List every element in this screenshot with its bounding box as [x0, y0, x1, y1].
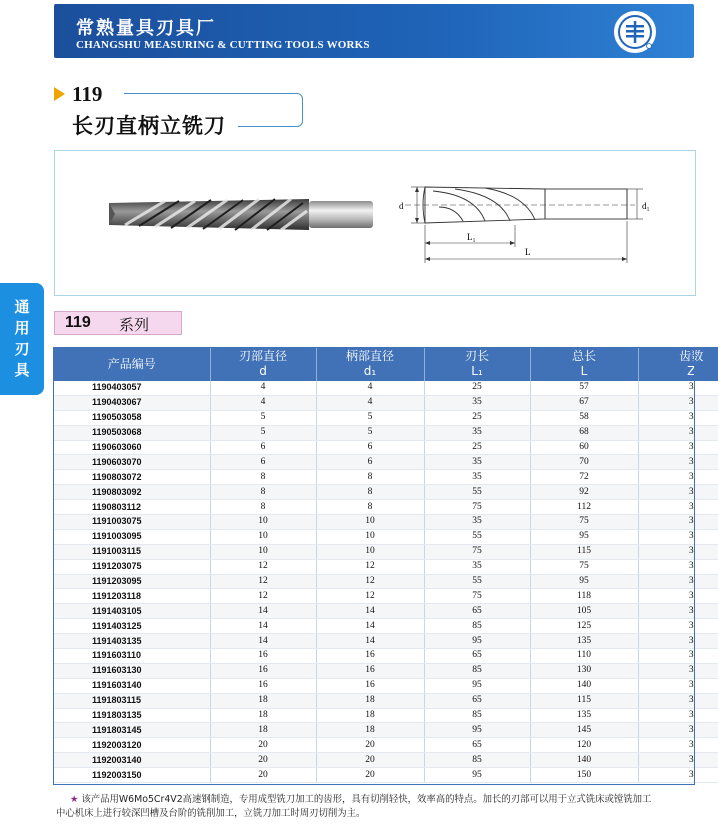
- table-cell: 1191203118: [54, 589, 210, 604]
- table-cell: 72: [530, 470, 638, 485]
- table-cell: 115: [530, 693, 638, 708]
- title-arrow-icon: [54, 87, 65, 101]
- table-cell: 1190603060: [54, 440, 210, 455]
- table-cell: 3: [638, 589, 718, 604]
- table-cell: 75: [424, 500, 530, 515]
- company-name-en: CHANGSHU MEASURING & CUTTING TOOLS WORKS: [76, 39, 370, 51]
- table-cell: 1190403057: [54, 381, 210, 395]
- product-code: 119: [72, 82, 103, 106]
- table-cell: 140: [530, 753, 638, 768]
- table-cell: 85: [424, 663, 530, 678]
- table-header-row: [54, 347, 718, 381]
- table-cell: 20: [210, 753, 316, 768]
- table-cell: 6: [210, 455, 316, 470]
- table-cell: 3: [638, 381, 718, 395]
- table-cell: 25: [424, 381, 530, 395]
- table-cell: 12: [316, 559, 424, 574]
- table-row: [54, 529, 718, 544]
- col-header-L: 总长 L: [530, 347, 638, 381]
- spec-table: [54, 347, 718, 783]
- table-cell: 35: [424, 395, 530, 410]
- footnote: [56, 793, 698, 821]
- product-illustration: [54, 150, 696, 296]
- table-row: [54, 440, 718, 455]
- table-cell: 8: [316, 470, 424, 485]
- table-cell: 8: [316, 500, 424, 515]
- table-cell: 58: [530, 410, 638, 425]
- table-cell: 1191403135: [54, 634, 210, 649]
- table-cell: 3: [638, 768, 718, 783]
- table-cell: 95: [424, 678, 530, 693]
- table-cell: 95: [530, 529, 638, 544]
- table-cell: 10: [316, 515, 424, 530]
- table-cell: 5: [210, 425, 316, 440]
- table-cell: 55: [424, 529, 530, 544]
- table-cell: 35: [424, 455, 530, 470]
- table-cell: 3: [638, 500, 718, 515]
- table-cell: 8: [316, 485, 424, 500]
- table-cell: 1192003150: [54, 768, 210, 783]
- table-cell: 3: [638, 708, 718, 723]
- end-mill-photo: [109, 199, 373, 230]
- table-row: [54, 455, 718, 470]
- table-cell: 118: [530, 589, 638, 604]
- col-header-d: 刃部直径 d: [210, 347, 316, 381]
- table-row: [54, 500, 718, 515]
- table-cell: 1190803072: [54, 470, 210, 485]
- table-cell: 1190403067: [54, 395, 210, 410]
- table-cell: 6: [316, 455, 424, 470]
- table-cell: 3: [638, 395, 718, 410]
- table-cell: 14: [316, 619, 424, 634]
- table-cell: 3: [638, 604, 718, 619]
- table-cell: 25: [424, 410, 530, 425]
- side-tab-char: 通: [14, 298, 30, 316]
- table-cell: 55: [424, 574, 530, 589]
- table-cell: 135: [530, 634, 638, 649]
- table-cell: 3: [638, 485, 718, 500]
- table-row: [54, 723, 718, 738]
- table-cell: 75: [424, 544, 530, 559]
- table-cell: 1191003115: [54, 544, 210, 559]
- table-cell: 16: [210, 649, 316, 664]
- header-banner: [54, 4, 694, 58]
- table-body: [54, 381, 718, 783]
- table-cell: 92: [530, 485, 638, 500]
- table-cell: 95: [424, 768, 530, 783]
- table-cell: 85: [424, 753, 530, 768]
- table-cell: 1191203095: [54, 574, 210, 589]
- table-cell: 16: [316, 649, 424, 664]
- table-cell: 3: [638, 663, 718, 678]
- table-row: [54, 425, 718, 440]
- series-label: [54, 311, 182, 335]
- table-cell: 95: [530, 574, 638, 589]
- table-cell: 3: [638, 425, 718, 440]
- table-row: [54, 663, 718, 678]
- table-row: [54, 470, 718, 485]
- col-header-L1: 刃长 L₁: [424, 347, 530, 381]
- table-row: [54, 395, 718, 410]
- table-cell: 65: [424, 604, 530, 619]
- table-cell: 25: [424, 440, 530, 455]
- table-row: [54, 649, 718, 664]
- table-cell: 35: [424, 425, 530, 440]
- table-cell: 95: [424, 634, 530, 649]
- table-cell: 1192003120: [54, 738, 210, 753]
- table-cell: 12: [210, 574, 316, 589]
- table-cell: 65: [424, 649, 530, 664]
- table-cell: 140: [530, 678, 638, 693]
- table-cell: 20: [210, 768, 316, 783]
- table-cell: 3: [638, 649, 718, 664]
- col-header-code: 产品编号: [54, 347, 210, 381]
- table-row: [54, 693, 718, 708]
- table-cell: 85: [424, 619, 530, 634]
- table-cell: 125: [530, 619, 638, 634]
- table-row: [54, 619, 718, 634]
- table-cell: 75: [530, 559, 638, 574]
- table-cell: 3: [638, 678, 718, 693]
- table-cell: 18: [210, 723, 316, 738]
- table-cell: 12: [210, 589, 316, 604]
- table-cell: 1191403125: [54, 619, 210, 634]
- table-cell: 3: [638, 723, 718, 738]
- table-cell: 5: [210, 410, 316, 425]
- table-cell: 1191203075: [54, 559, 210, 574]
- table-cell: 110: [530, 649, 638, 664]
- company-logo-icon: [614, 11, 656, 53]
- table-cell: 4: [316, 395, 424, 410]
- table-cell: 120: [530, 738, 638, 753]
- table-row: [54, 678, 718, 693]
- table-cell: 18: [316, 708, 424, 723]
- table-cell: 10: [210, 544, 316, 559]
- table-cell: 85: [424, 708, 530, 723]
- table-row: [54, 559, 718, 574]
- table-cell: 115: [530, 544, 638, 559]
- technical-drawing: [405, 187, 643, 263]
- table-cell: 1190503068: [54, 425, 210, 440]
- table-cell: 1191803145: [54, 723, 210, 738]
- table-row: [54, 604, 718, 619]
- table-cell: 20: [316, 738, 424, 753]
- product-name: 长刃直柄立铣刀: [72, 114, 226, 138]
- table-cell: 68: [530, 425, 638, 440]
- table-cell: 1191603130: [54, 663, 210, 678]
- table-cell: 10: [210, 515, 316, 530]
- table-cell: 12: [316, 589, 424, 604]
- table-cell: 1192003140: [54, 753, 210, 768]
- dim-label-d: d: [399, 201, 404, 211]
- table-cell: 1191603140: [54, 678, 210, 693]
- table-row: [54, 753, 718, 768]
- table-cell: 5: [316, 425, 424, 440]
- table-cell: 3: [638, 574, 718, 589]
- table-cell: 20: [316, 768, 424, 783]
- table-row: [54, 708, 718, 723]
- end-mill-drawing: [55, 151, 695, 295]
- table-cell: 3: [638, 515, 718, 530]
- table-cell: 145: [530, 723, 638, 738]
- table-cell: 75: [424, 589, 530, 604]
- category-side-tab: [0, 283, 44, 395]
- table-row: [54, 485, 718, 500]
- table-cell: 3: [638, 440, 718, 455]
- table-cell: 150: [530, 768, 638, 783]
- table-cell: 8: [210, 470, 316, 485]
- table-cell: 4: [210, 395, 316, 410]
- table-cell: 3: [638, 410, 718, 425]
- table-cell: 130: [530, 663, 638, 678]
- table-cell: 57: [530, 381, 638, 395]
- side-tab-char: 具: [14, 361, 30, 379]
- table-cell: 3: [638, 544, 718, 559]
- table-cell: 1190503058: [54, 410, 210, 425]
- table-cell: 60: [530, 440, 638, 455]
- table-cell: 3: [638, 753, 718, 768]
- table-cell: 8: [210, 485, 316, 500]
- table-cell: 4: [316, 381, 424, 395]
- table-cell: 75: [530, 515, 638, 530]
- series-text: 系列: [119, 316, 150, 334]
- table-cell: 70: [530, 455, 638, 470]
- table-cell: 16: [210, 678, 316, 693]
- table-cell: 14: [210, 619, 316, 634]
- table-cell: 105: [530, 604, 638, 619]
- col-header-d1: 柄部直径 d₁: [316, 347, 424, 381]
- table-cell: 3: [638, 738, 718, 753]
- table-cell: 14: [210, 634, 316, 649]
- table-cell: 5: [316, 410, 424, 425]
- table-row: [54, 589, 718, 604]
- dim-label-L: L: [525, 247, 531, 257]
- table-cell: 3: [638, 559, 718, 574]
- table-cell: 4: [210, 381, 316, 395]
- table-cell: 3: [638, 619, 718, 634]
- table-cell: 1191803135: [54, 708, 210, 723]
- table-cell: 20: [316, 753, 424, 768]
- footnote-line2: 中心机床上进行较深凹槽及台阶的铣削加工，立铣刀加工时周刃切削为主。: [56, 808, 366, 819]
- table-row: [54, 381, 718, 395]
- star-icon: ★: [70, 794, 79, 805]
- table-cell: 6: [316, 440, 424, 455]
- table-cell: 18: [316, 723, 424, 738]
- table-cell: 14: [316, 634, 424, 649]
- table-cell: 8: [210, 500, 316, 515]
- table-cell: 1191003095: [54, 529, 210, 544]
- footnote-line1: 该产品用W6Mo5Cr4V2高速钢制造，专用成型铣刀加工的齿形，具有切削轻快，效率高的特点。加长的刃部可以用于立式铣床或镗铣加工: [81, 794, 652, 805]
- company-name-cn: 常熟量具刃具厂: [76, 18, 216, 39]
- table-cell: 3: [638, 693, 718, 708]
- table-row: [54, 634, 718, 649]
- table-cell: 3: [638, 529, 718, 544]
- table-cell: 20: [210, 738, 316, 753]
- table-cell: 3: [638, 634, 718, 649]
- table-cell: 18: [210, 708, 316, 723]
- dim-label-L1: L₁: [467, 232, 476, 242]
- table-cell: 16: [210, 663, 316, 678]
- table-row: [54, 738, 718, 753]
- table-row: [54, 574, 718, 589]
- series-number: 119: [65, 314, 91, 331]
- dim-label-d1: d₁: [642, 201, 650, 211]
- table-cell: 1191003075: [54, 515, 210, 530]
- table-cell: 1190603070: [54, 455, 210, 470]
- table-cell: 65: [424, 738, 530, 753]
- table-cell: 1191403105: [54, 604, 210, 619]
- col-header-Z: 齿数 Z: [638, 347, 718, 381]
- table-row: [54, 515, 718, 530]
- table-cell: 3: [638, 455, 718, 470]
- table-row: [54, 410, 718, 425]
- table-cell: 1190803092: [54, 485, 210, 500]
- table-cell: 16: [316, 663, 424, 678]
- table-row: [54, 768, 718, 783]
- table-cell: 12: [316, 574, 424, 589]
- table-cell: 112: [530, 500, 638, 515]
- table-cell: 14: [316, 604, 424, 619]
- table-cell: 1190803112: [54, 500, 210, 515]
- table-cell: 18: [316, 693, 424, 708]
- table-row: [54, 544, 718, 559]
- table-cell: 135: [530, 708, 638, 723]
- side-tab-char: 刃: [14, 340, 30, 358]
- table-cell: 16: [316, 678, 424, 693]
- table-cell: 14: [210, 604, 316, 619]
- table-cell: 67: [530, 395, 638, 410]
- table-cell: 3: [638, 470, 718, 485]
- table-cell: 95: [424, 723, 530, 738]
- table-cell: 35: [424, 470, 530, 485]
- table-cell: 18: [210, 693, 316, 708]
- table-cell: 10: [316, 529, 424, 544]
- table-cell: 35: [424, 559, 530, 574]
- table-cell: 10: [316, 544, 424, 559]
- table-cell: 55: [424, 485, 530, 500]
- table-cell: 10: [210, 529, 316, 544]
- table-cell: 12: [210, 559, 316, 574]
- table-cell: 1191803115: [54, 693, 210, 708]
- table-cell: 1191603110: [54, 649, 210, 664]
- side-tab-char: 用: [14, 319, 30, 337]
- table-cell: 6: [210, 440, 316, 455]
- table-cell: 35: [424, 515, 530, 530]
- table-cell: 65: [424, 693, 530, 708]
